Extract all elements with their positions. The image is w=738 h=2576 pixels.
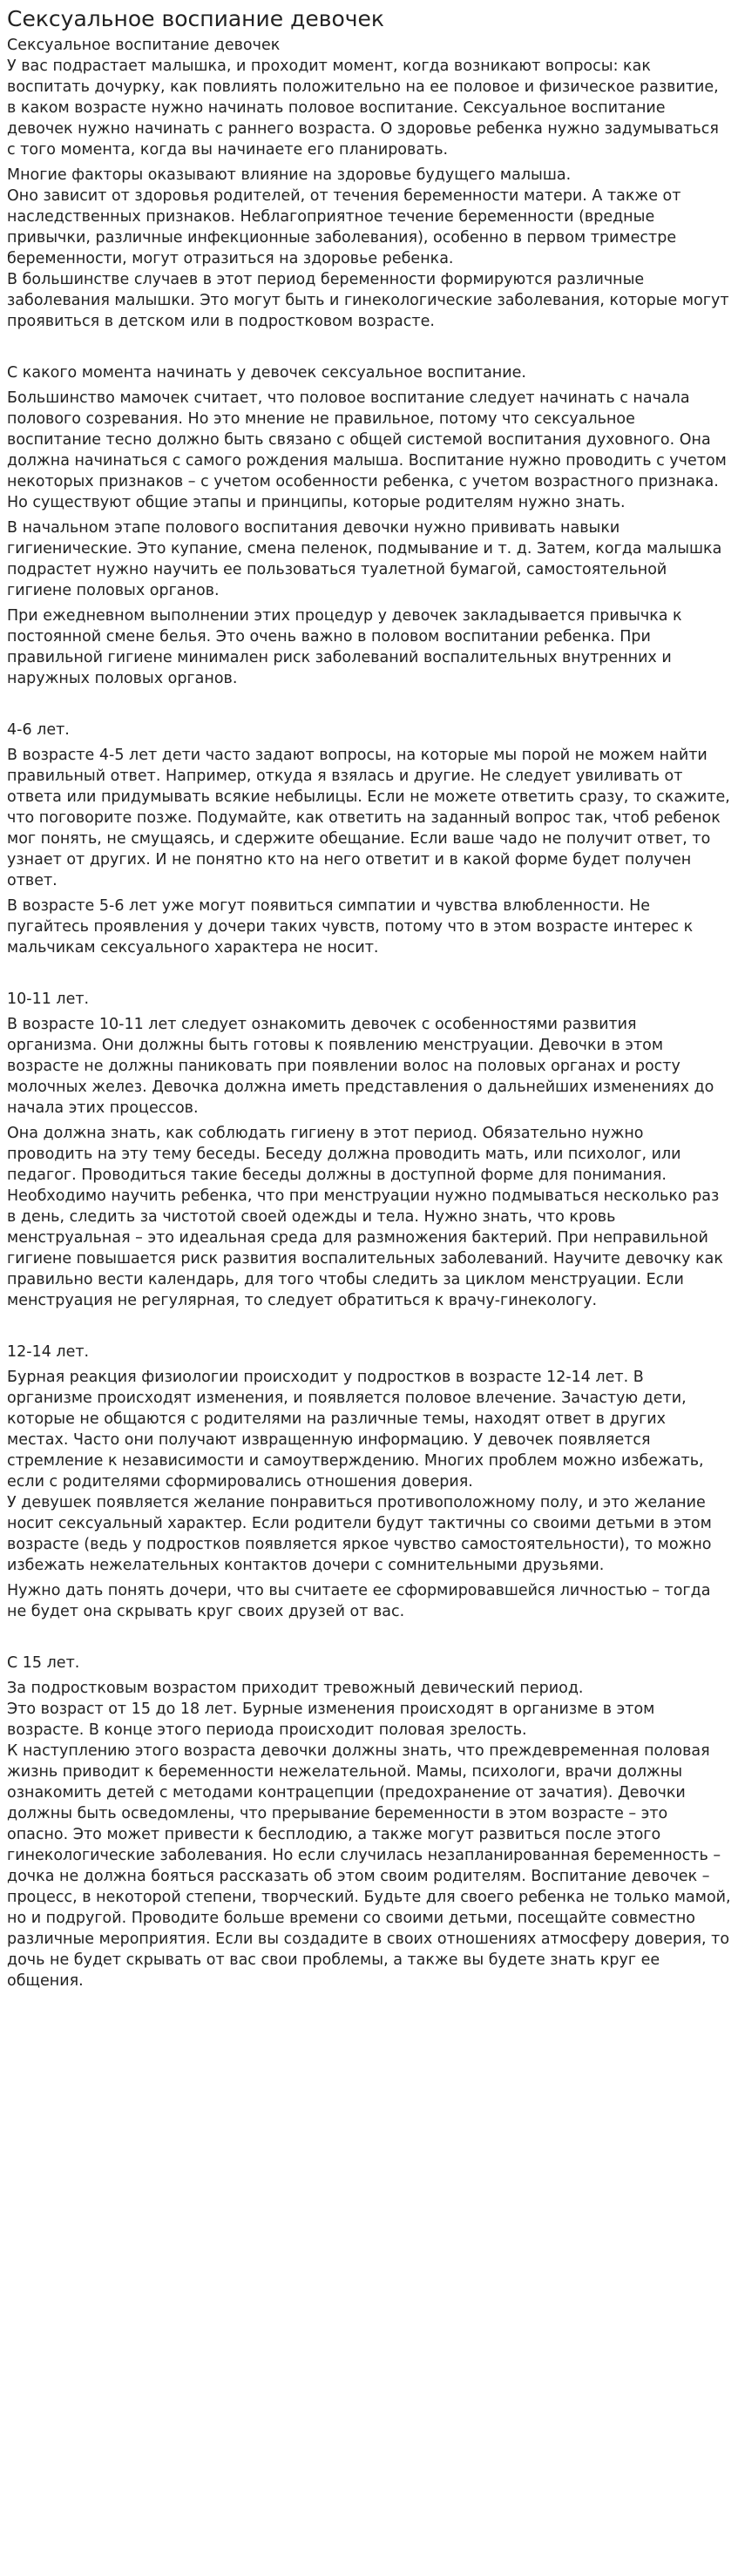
article [0,5,738,1991]
paragraph: Она должна знать, как соблюдать гигиену в этот период. Обязательно нужно проводить на эту тему беседы. Беседу должна проводить мать, или психолог, или педагог. Проводиться такие беседы должны в доступной форме для понимания. Необходимо научить ребенка, что при менструации нужно подмываться несколько раз в день, следить за чистотой своей одежды и тела. Нужно знать, что кровь менструальная – это идеальная среда для размножения бактерий. При неправильной гигиене повышается риск развития воспалительных заболеваний. Научите девочку как правильно вести календарь, для того чтобы следить за циклом менструации. Если менструация не регулярная, то следует обратиться к врачу-гинекологу. [7,1125,723,1309]
section-when-to-start [7,362,731,689]
paragraph: При ежедневном выполнении этих процедур у девочек закладывается привычка к постоянной смене белья. Это очень важно в половом воспитании ребенка. При правильной гигиене минимален риск заболеваний воспалительных внутренних и наружных половых органов. [7,607,682,687]
page-title: Сексуальное воспиание девочек [7,6,385,31]
section-age-12-14 [7,1342,731,1622]
section-age-10-11 [7,989,731,1311]
paragraph: Многие факторы оказывают влияние на здоровье будущего малыша. Оно зависит от здоровья родителей, от течения беременности матери. А также от наследственных признаков. Неблагоприятное течение беременности (вредные привычки, различные инфекционные заболевания), особенно в первом триместре беременности, могут отразиться на здоровье ребенка. В большинстве случаев в этот период беременности формируются различные заболевания малышки. Это могут быть и гинекологические заболевания, которые могут проявиться в детском или в подростковом возрасте. [7,166,729,330]
paragraph: В начальном этапе полового воспитания девочки нужно прививать навыки гигиенические. Это купание, смена пеленок, подмывание и т. д. Затем, когда малышка подрастет нужно научить ее пользоваться туалетной бумагой, самостоятельной гигиене половых органов. [7,519,722,599]
section-heading: 10-11 лет. [7,991,90,1008]
paragraph: В возрасте 4-5 лет дети часто задают вопросы, на которые мы порой не можем найти правильный ответ. Например, откуда я взялась и другие. Не следует увиливать от ответа или придумывать всякие небылицы. Если не можете ответить сразу, то скажите, что поговорите позже. Подумайте, как ответить на заданный вопрос так, чтоб ребенок мог понять, не смущаясь, и сдержите обещание. Если ваше чадо не получит ответ, то узнает от других. И не понятно кто на него ответит и в какой форме будет получен ответ. [7,747,730,889]
section-heading: С 15 лет. [7,1654,80,1672]
section-heading: 12-14 лет. [7,1343,90,1361]
section-intro [7,35,731,332]
section-heading: 4-6 лет. [7,721,70,739]
paragraph: В возрасте 5-6 лет уже могут появиться симпатии и чувства влюбленности. Не пугайтесь проявления у дочери таких чувств, потому что в этом возрасте интерес к мальчикам сексуального характера не носит. [7,897,694,957]
paragraph: Сексуальное воспитание девочек У вас подрастает малышка, и проходит момент, когда возникают вопросы: как воспитать дочурку, как повлиять положительно на ее половое и физическое развитие, в каком возрасте нужно начинать половое воспитание. Сексуальное воспитание девочек нужно начинать с раннего возраста. О здоровье ребенка нужно задумываться с того момента, когда вы начинаете его планировать. [7,37,719,159]
section-age-15-plus [7,1653,731,1991]
section-heading: С какого момента начинать у девочек сексуальное воспитание. [7,364,526,382]
paragraph: В возрасте 10-11 лет следует ознакомить девочек с особенностями развития организма. Они должны быть готовы к появлению менструации. Девочки в этом возрасте не должны паниковать при появлении волос на половых органах и росту молочных желез. Девочка должна иметь представления о дальнейших изменениях до начала этих процессов. [7,1016,714,1117]
paragraph: За подростковым возрастом приходит тревожный девический период. Это возраст от 15 до 18 лет. Бурные изменения происходят в организме в этом возрасте. В конце этого периода происходит половая зрелость. К наступлению этого возраста девочки должны знать, что преждевременная половая жизнь приводит к беременности нежелательной. Мамы, психологи, врачи должны ознакомить детей с методами контрацепции (предохранение от зачатия). Девочки должны быть осведомлены, что прерывание беременности в этом возрасте – это опасно. Это может привести к бесплодию, а также могут развиться после этого гинекологические заболевания. Но если случилась незапланированная беременность – дочка не должна бояться рассказать об этом своим родителям. Воспитание девочек – процесс, в некоторой степени, творческий. Будьте для своего ребенка не только мамой, но и подругой. Проводите больше времени со своими детьми, посещайте совместно различные мероприятия. Если вы создадите в своих отношениях атмосферу доверия, то дочь не будет скрывать от вас свои проблемы, а также вы будете знать круг ее общения. [7,1680,731,1990]
paragraph: Большинство мамочек считает, что половое воспитание следует начинать с начала полового созревания. Но это мнение не правильное, потому что сексуальное воспитание тесно должно быть связано с общей системой воспитания духовного. Она должна начинаться с самого рождения малыша. Воспитание нужно проводить с учетом некоторых признаков – с учетом особенности ребенка, с учетом возрастного признака. Но существуют общие этапы и принципы, которые родителям нужно знать. [7,389,727,511]
section-age-4-6 [7,720,731,958]
paragraph: Бурная реакция физиологии происходит у подростков в возрасте 12-14 лет. В организме происходят изменения, и появляется половое влечение. Зачастую дети, которые не общаются с родителями на различные темы, находят ответ в других местах. Часто они получают извращенную информацию. У девочек появляется стремление к независимости и самоутверждению. Многих проблем можно избежать, если с родителями сформировались отношения доверия. У девушек появляется желание понравиться противоположному полу, и это желание носит сексуальный характер. Если родители будут тактичны со своими детьми в этом возрасте (ведь у подростков появляется яркое чувство самостоятельности), то можно избежать нежелательных контактов дочери с сомнительными друзьями. [7,1369,712,1574]
paragraph: Нужно дать понять дочери, что вы считаете ее сформировавшейся личностью – тогда не будет она скрывать круг своих друзей от вас. [7,1582,711,1620]
